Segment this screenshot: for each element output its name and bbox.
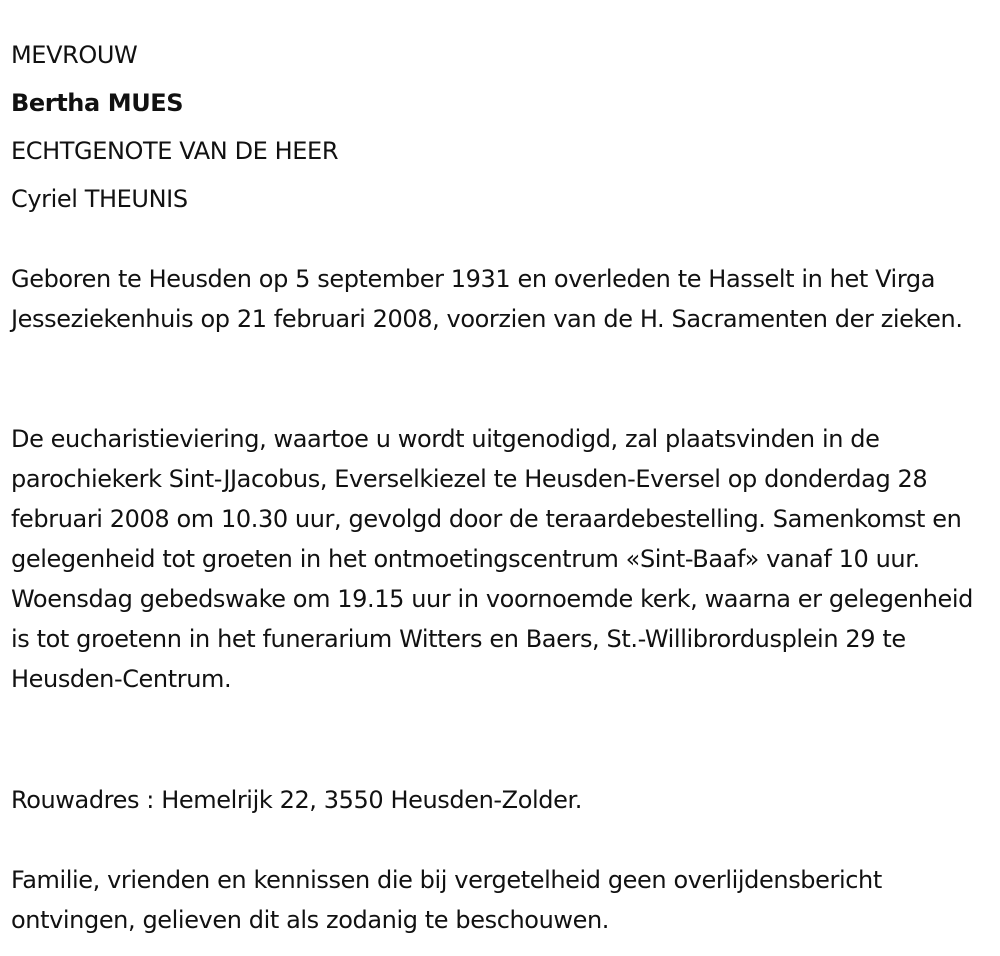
birth-death-paragraph: Geboren te Heusden op 5 september 1931 en overleden te Hasselt in het Virga Jesseziekenhuis op 21 februari 2008, voorzien van de H. Sacramenten der zieken. (11, 265, 963, 333)
ceremony-paragraph: De eucharistieviering, waartoe u wordt uitgenodigd, zal plaatsvinden in de parochiekerk Sint-JJacobus, Everselkiezel te Heusden-Eversel op donderdag 28 februari 2008 om 10.30 uur, gevolgd door de teraardebestelling. Samenkomst en gelegenheid tot groeten in het ontmoetingscentrum «Sint-Baaf» vanaf 10 uur. Woensdag gebedswake om 19.15 uur in voornoemde kerk, waarna er gelegenheid is tot groetenn in het funerarium Witters en Baers, St.-Willibrordusplein 29 te Heusden-Centrum. (11, 425, 973, 693)
closing-paragraph: Familie, vrienden en kennissen die bij vergetelheid geen overlijdensbericht ontvingen, gelieven dit als zodanig te beschouwen. (11, 866, 882, 934)
deceased-name: Bertha MUES (11, 89, 184, 117)
spouse-name: Cyriel THEUNIS (11, 185, 188, 213)
mourning-address: Rouwadres : Hemelrijk 22, 3550 Heusden-Zolder. (11, 786, 582, 814)
salutation: MEVROUW (11, 41, 138, 69)
relation-line: ECHTGENOTE VAN DE HEER (11, 137, 339, 165)
